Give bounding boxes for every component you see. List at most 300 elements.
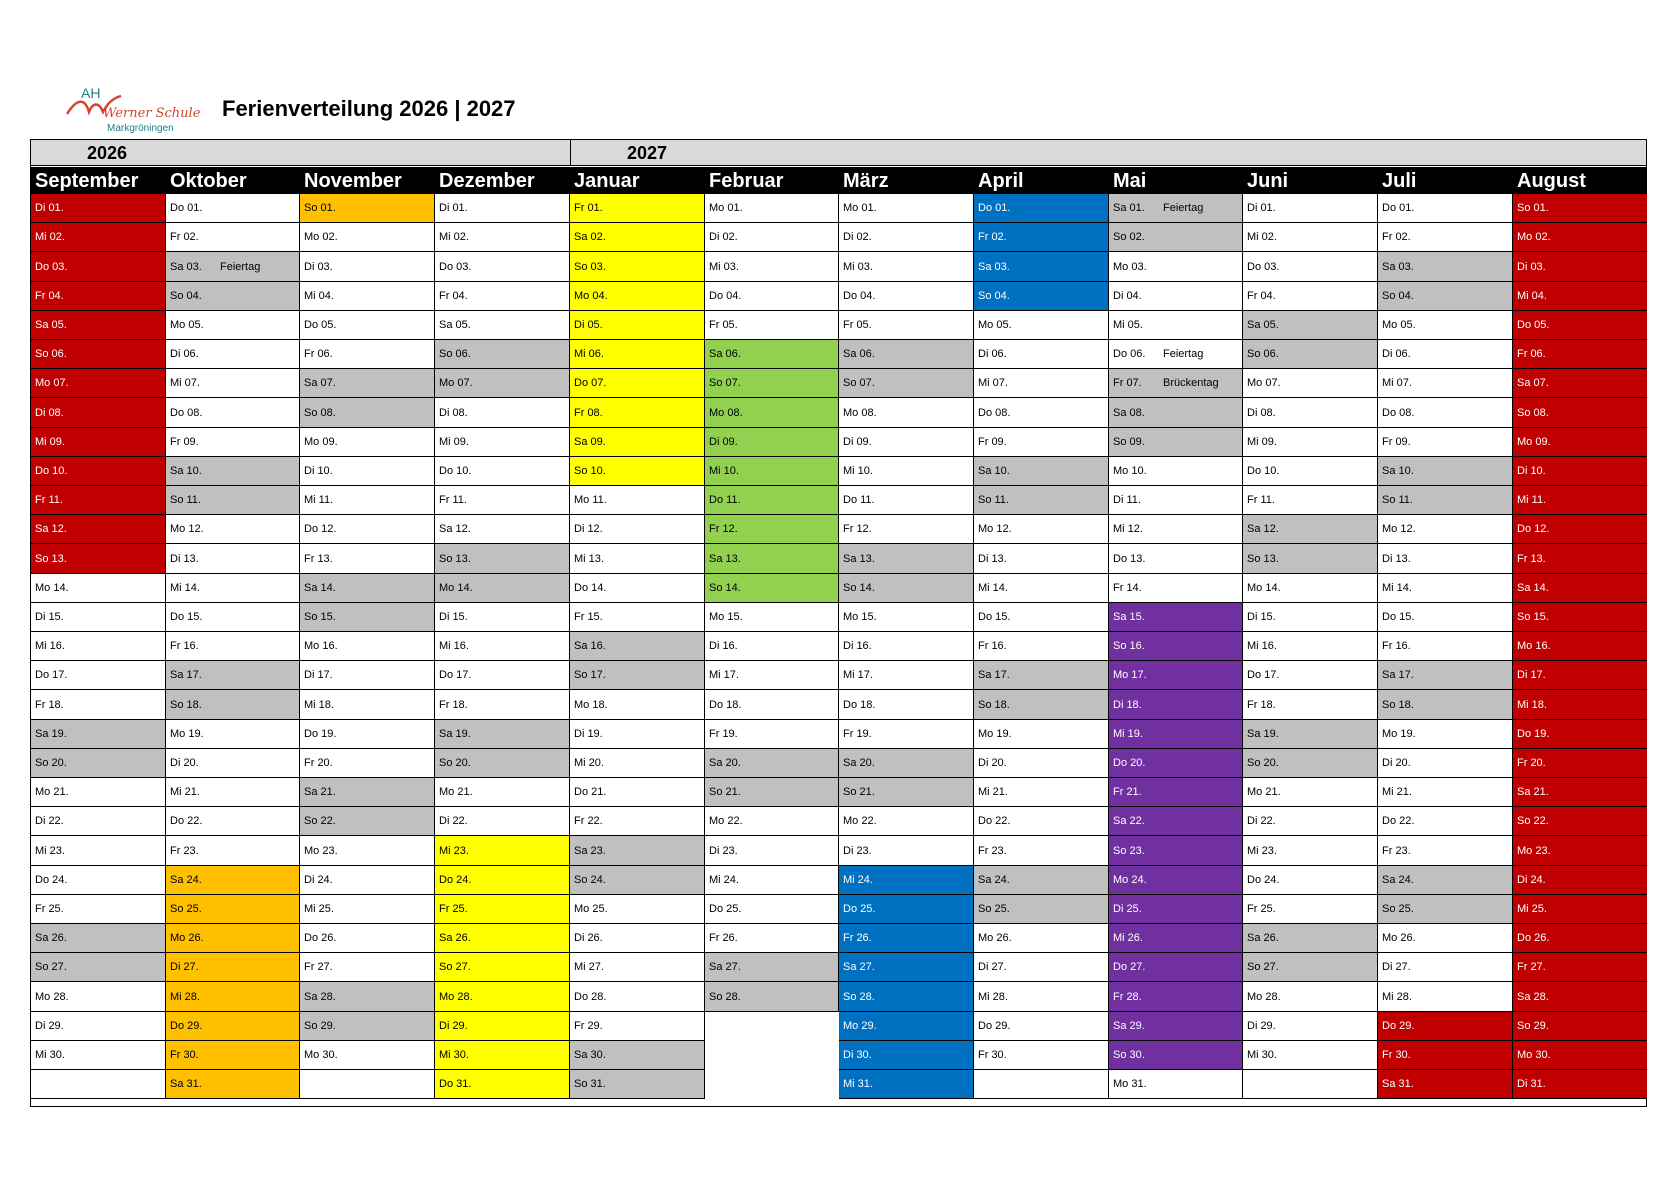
day-label: So 14.	[843, 582, 875, 594]
day-label: Mi 14.	[978, 582, 1008, 594]
day-label: Fr 27.	[304, 961, 333, 973]
day-cell	[300, 866, 435, 895]
day-label: So 31.	[574, 1078, 606, 1090]
day-label: Di 01.	[1247, 202, 1276, 214]
day-label: Di 01.	[35, 202, 64, 214]
day-cell	[166, 1012, 300, 1041]
day-cell	[570, 282, 705, 311]
day-cell	[1513, 574, 1647, 603]
day-label: Mo 28.	[35, 991, 69, 1003]
day-cell	[839, 982, 974, 1012]
day-cell	[1243, 924, 1378, 953]
day-label: Di 24.	[304, 874, 333, 886]
day-cell	[570, 866, 705, 895]
day-label: Do 17.	[1247, 669, 1280, 681]
day-cell	[570, 661, 705, 690]
day-label: Fr 02.	[1382, 231, 1411, 243]
day-cell	[974, 574, 1109, 603]
year-text: 2027	[627, 143, 668, 163]
day-label: Di 18.	[1113, 699, 1142, 711]
day-label: Mi 23.	[35, 845, 65, 857]
day-label: Di 17.	[1517, 669, 1546, 681]
day-label: Di 29.	[1247, 1020, 1276, 1032]
day-label: So 27.	[439, 961, 471, 973]
day-cell	[705, 369, 839, 398]
day-cell	[705, 252, 839, 282]
day-label: Do 05.	[1517, 319, 1550, 331]
day-label: Mo 15.	[709, 611, 743, 623]
day-label: Mi 09.	[35, 436, 65, 448]
year-label-2026	[31, 140, 571, 166]
day-label: Fr 14.	[1113, 582, 1142, 594]
day-cell	[31, 252, 166, 282]
day-cell	[1109, 457, 1243, 486]
day-label: Mi 30.	[1247, 1049, 1277, 1061]
day-label: Mo 21.	[1247, 786, 1281, 798]
day-cell	[1513, 398, 1647, 428]
day-cell	[705, 720, 839, 749]
day-cell	[1513, 690, 1647, 720]
day-label: Mo 14.	[1247, 582, 1281, 594]
day-label: Sa 26.	[439, 932, 471, 944]
day-label: Sa 13.	[843, 553, 875, 565]
school-logo	[63, 84, 203, 136]
day-cell	[300, 720, 435, 749]
day-cell	[705, 282, 839, 311]
day-cell	[31, 690, 166, 720]
day-label: Mo 07.	[35, 377, 69, 389]
day-label: Sa 27.	[843, 961, 875, 973]
day-label: Fr 23.	[170, 845, 199, 857]
day-label: Di 06.	[978, 348, 1007, 360]
day-label: Fr 04.	[35, 290, 64, 302]
day-cell	[166, 457, 300, 486]
day-cell	[166, 632, 300, 661]
day-cell	[31, 836, 166, 866]
day-label: Mo 24.	[1113, 874, 1147, 886]
day-cell	[166, 1070, 300, 1099]
day-cell	[570, 428, 705, 457]
day-label: Sa 17.	[170, 669, 202, 681]
day-cell	[1378, 282, 1513, 311]
day-label: Mo 05.	[978, 319, 1012, 331]
day-cell	[1378, 895, 1513, 924]
day-cell	[31, 282, 166, 311]
day-label: Sa 23.	[574, 845, 606, 857]
day-label: Mo 01.	[709, 202, 743, 214]
day-label: Mi 11.	[1517, 494, 1547, 506]
day-cell	[570, 632, 705, 661]
day-label: Do 12.	[1517, 523, 1550, 535]
day-label: Sa 26.	[1247, 932, 1279, 944]
day-cell	[839, 398, 974, 428]
day-cell	[1513, 866, 1647, 895]
day-cell	[31, 632, 166, 661]
day-cell	[300, 836, 435, 866]
day-cell	[1513, 340, 1647, 369]
day-label: Sa 19.	[35, 728, 67, 740]
day-label: Di 08.	[1247, 407, 1276, 419]
day-cell	[435, 311, 570, 340]
day-cell	[839, 515, 974, 544]
day-label: Mi 26.	[1113, 932, 1143, 944]
day-label: Do 10.	[1247, 465, 1280, 477]
day-label: Mo 08.	[709, 407, 743, 419]
day-cell	[1378, 311, 1513, 340]
day-label: Fr 16.	[978, 640, 1007, 652]
day-cell	[166, 515, 300, 544]
day-cell	[1243, 807, 1378, 836]
day-label: Mi 18.	[304, 699, 334, 711]
day-label: Fr 26.	[709, 932, 738, 944]
day-label: So 04.	[1382, 290, 1414, 302]
day-label: Do 13.	[1113, 553, 1146, 565]
day-cell	[1378, 632, 1513, 661]
day-cell	[705, 895, 839, 924]
day-label: Di 10.	[304, 465, 333, 477]
day-cell	[1243, 457, 1378, 486]
day-label: Sa 30.	[574, 1049, 606, 1061]
day-label: Fr 27.	[1517, 961, 1546, 973]
day-label: Mo 23.	[304, 845, 338, 857]
day-label: So 11.	[170, 494, 201, 506]
day-label: Mo 23.	[1517, 845, 1551, 857]
day-cell	[1243, 778, 1378, 807]
day-cell	[1243, 690, 1378, 720]
day-label: Do 26.	[304, 932, 337, 944]
day-label: Mi 23.	[1247, 845, 1277, 857]
day-label: Di 06.	[170, 348, 199, 360]
day-cell	[570, 1012, 705, 1041]
day-cell	[1378, 836, 1513, 866]
day-cell	[839, 194, 974, 223]
day-label: Mo 08.	[843, 407, 877, 419]
day-cell	[570, 807, 705, 836]
day-label: Mo 12.	[978, 523, 1012, 535]
day-cell	[839, 807, 974, 836]
day-label: Mi 30.	[35, 1049, 65, 1061]
month-header: Juli	[1382, 170, 1417, 192]
day-label: Mo 11.	[574, 494, 607, 506]
day-label: Sa 28.	[1517, 991, 1549, 1003]
day-label: So 13.	[439, 553, 471, 565]
day-cell	[1378, 982, 1513, 1012]
day-cell	[166, 720, 300, 749]
day-label: Sa 19.	[1247, 728, 1279, 740]
day-cell	[166, 953, 300, 982]
month-header: November	[304, 170, 402, 192]
day-label: Di 17.	[304, 669, 333, 681]
day-cell	[31, 194, 166, 223]
day-label: Di 09.	[709, 436, 738, 448]
day-label: Di 27.	[978, 961, 1007, 973]
day-cell	[31, 340, 166, 369]
day-cell	[705, 515, 839, 544]
day-label: So 03.	[574, 261, 606, 273]
month-header: Oktober	[170, 170, 247, 192]
year-text: 2026	[87, 143, 128, 163]
day-note: Feiertag	[1163, 202, 1204, 214]
day-label: Mo 28.	[439, 991, 473, 1003]
day-cell	[300, 223, 435, 252]
day-cell	[435, 749, 570, 778]
day-label: Mo 31.	[1113, 1078, 1147, 1090]
day-cell	[31, 574, 166, 603]
day-cell	[1109, 486, 1243, 515]
day-cell	[300, 1012, 435, 1041]
day-label: Fr 16.	[1382, 640, 1411, 652]
day-cell	[570, 311, 705, 340]
day-label: Fr 08.	[574, 407, 603, 419]
day-cell	[1109, 574, 1243, 603]
day-label: Sa 29.	[1113, 1020, 1145, 1032]
day-cell	[300, 340, 435, 369]
day-label: Sa 10.	[1382, 465, 1414, 477]
day-label: So 22.	[1517, 815, 1549, 827]
day-cell	[1243, 836, 1378, 866]
day-cell	[435, 895, 570, 924]
day-cell	[1109, 720, 1243, 749]
day-label: So 20.	[35, 757, 67, 769]
day-cell	[1109, 866, 1243, 895]
day-label: Mo 03.	[1113, 261, 1147, 273]
day-cell	[166, 749, 300, 778]
day-label: Fr 02.	[170, 231, 199, 243]
day-cell	[166, 866, 300, 895]
day-cell	[570, 603, 705, 632]
day-cell	[166, 340, 300, 369]
day-label: Fr 01.	[574, 202, 603, 214]
day-label: Do 15.	[170, 611, 203, 623]
day-cell	[705, 953, 839, 982]
day-label: Sa 07.	[1517, 377, 1549, 389]
day-cell	[1243, 369, 1378, 398]
day-label: Do 11.	[843, 494, 875, 506]
day-cell	[31, 778, 166, 807]
day-label: Di 22.	[439, 815, 468, 827]
day-label: Sa 17.	[978, 669, 1010, 681]
day-label: Sa 05.	[1247, 319, 1279, 331]
day-label: Mo 09.	[1517, 436, 1551, 448]
day-cell	[974, 953, 1109, 982]
month-header: Februar	[709, 170, 784, 192]
day-label: Mo 21.	[35, 786, 69, 798]
day-cell	[974, 690, 1109, 720]
day-label: Fr 26.	[843, 932, 872, 944]
day-label: Sa 10.	[170, 465, 202, 477]
day-cell	[1109, 544, 1243, 574]
day-label: So 02.	[1113, 231, 1145, 243]
day-label: Mi 21.	[1382, 786, 1412, 798]
day-label: So 07.	[709, 377, 741, 389]
day-cell	[300, 194, 435, 223]
day-cell	[705, 428, 839, 457]
year-label-2027	[571, 140, 1646, 166]
day-label: Sa 05.	[35, 319, 67, 331]
day-label: Do 01.	[978, 202, 1011, 214]
day-label: So 06.	[35, 348, 67, 360]
day-cell	[705, 544, 839, 574]
day-label: Sa 03.	[978, 261, 1010, 273]
day-cell	[31, 457, 166, 486]
day-cell	[1513, 1012, 1647, 1041]
day-label: So 01.	[304, 202, 336, 214]
day-label: Di 11.	[1113, 494, 1141, 506]
day-cell	[705, 223, 839, 252]
day-cell	[974, 486, 1109, 515]
day-label: Do 04.	[709, 290, 742, 302]
day-label: So 14.	[709, 582, 741, 594]
day-label: Fr 09.	[1382, 436, 1411, 448]
day-label: Sa 12.	[1247, 523, 1279, 535]
day-cell	[166, 1041, 300, 1070]
day-label: Do 25.	[709, 903, 742, 915]
day-label: Fr 07.	[1113, 377, 1142, 389]
day-cell	[839, 778, 974, 807]
day-label: Mo 01.	[843, 202, 877, 214]
day-label: Do 24.	[1247, 874, 1280, 886]
holiday-calendar	[30, 139, 1647, 1107]
day-label: Mi 12.	[1113, 523, 1143, 535]
day-cell	[300, 632, 435, 661]
day-cell	[705, 690, 839, 720]
day-label: Mi 13.	[574, 553, 604, 565]
day-cell	[1109, 194, 1243, 223]
day-label: Di 02.	[843, 231, 872, 243]
day-label: Do 07.	[574, 377, 607, 389]
day-cell	[300, 895, 435, 924]
day-label: So 17.	[574, 669, 606, 681]
day-cell	[974, 282, 1109, 311]
day-cell	[1378, 194, 1513, 223]
day-cell	[1513, 895, 1647, 924]
day-cell	[839, 1041, 974, 1070]
day-label: Di 13.	[170, 553, 199, 565]
day-cell	[435, 457, 570, 486]
day-cell	[1109, 340, 1243, 369]
day-cell	[974, 194, 1109, 223]
day-cell	[1243, 340, 1378, 369]
day-label: Do 11.	[709, 494, 741, 506]
day-cell	[570, 457, 705, 486]
day-label: Sa 22.	[1113, 815, 1145, 827]
day-label: So 27.	[1247, 961, 1279, 973]
day-label: Di 15.	[439, 611, 468, 623]
day-label: So 10.	[574, 465, 606, 477]
day-label: Mo 26.	[170, 932, 204, 944]
day-label: Di 10.	[1517, 465, 1546, 477]
day-label: Fr 20.	[304, 757, 333, 769]
day-label: Fr 30.	[1382, 1049, 1411, 1061]
day-label: Fr 18.	[439, 699, 468, 711]
day-label: Mo 28.	[1247, 991, 1281, 1003]
day-cell	[705, 924, 839, 953]
day-label: Mo 26.	[1382, 932, 1416, 944]
day-cell	[839, 749, 974, 778]
day-label: Mo 05.	[170, 319, 204, 331]
page-title: Ferienverteilung 2026 | 2027	[222, 96, 516, 121]
day-note: Feiertag	[1163, 348, 1204, 360]
day-cell	[1109, 1012, 1243, 1041]
day-cell	[570, 749, 705, 778]
day-cell	[570, 398, 705, 428]
day-cell	[1513, 252, 1647, 282]
day-cell	[31, 311, 166, 340]
day-label: Di 25.	[1113, 903, 1142, 915]
day-label: So 24.	[574, 874, 606, 886]
day-label: So 28.	[709, 991, 741, 1003]
day-label: Do 24.	[35, 874, 68, 886]
day-label: So 13.	[35, 553, 67, 565]
day-label: Mo 04.	[574, 290, 608, 302]
day-label: Mo 26.	[978, 932, 1012, 944]
day-label: Mi 14.	[1382, 582, 1412, 594]
day-label: Sa 24.	[170, 874, 202, 886]
day-label: Sa 20.	[843, 757, 875, 769]
day-label: Do 08.	[170, 407, 203, 419]
day-label: Di 31.	[1517, 1078, 1546, 1090]
day-cell	[974, 836, 1109, 866]
day-cell	[1243, 953, 1378, 982]
day-cell	[31, 661, 166, 690]
day-label: Mi 06.	[574, 348, 604, 360]
day-label: Mi 04.	[1517, 290, 1547, 302]
day-cell	[974, 603, 1109, 632]
day-label: Di 27.	[170, 961, 199, 973]
day-label: Di 23.	[843, 845, 872, 857]
day-cell	[1378, 953, 1513, 982]
day-label: Fr 23.	[978, 845, 1007, 857]
day-label: Fr 21.	[1113, 786, 1142, 798]
day-cell	[31, 223, 166, 252]
day-cell	[166, 924, 300, 953]
day-cell	[31, 398, 166, 428]
day-cell	[705, 661, 839, 690]
day-label: Mi 02.	[1247, 231, 1277, 243]
day-label: Sa 21.	[1517, 786, 1549, 798]
day-cell	[1513, 486, 1647, 515]
day-cell	[1513, 194, 1647, 223]
day-cell	[839, 486, 974, 515]
day-cell	[1243, 1012, 1378, 1041]
day-cell	[435, 690, 570, 720]
day-cell	[435, 398, 570, 428]
day-cell	[1243, 194, 1378, 223]
day-label: Mi 07.	[978, 377, 1008, 389]
day-cell	[1513, 924, 1647, 953]
day-cell	[1109, 749, 1243, 778]
day-cell	[166, 223, 300, 252]
day-cell	[1513, 749, 1647, 778]
day-label: Di 19.	[574, 728, 603, 740]
day-cell	[435, 953, 570, 982]
day-cell	[1243, 311, 1378, 340]
day-cell	[300, 953, 435, 982]
day-cell	[1378, 223, 1513, 252]
day-label: Sa 31.	[1382, 1078, 1414, 1090]
day-cell	[1513, 515, 1647, 544]
day-label: Sa 19.	[439, 728, 471, 740]
day-label: Do 26.	[1517, 932, 1550, 944]
day-cell	[705, 749, 839, 778]
day-label: Mo 18.	[574, 699, 608, 711]
day-label: Mo 10.	[1113, 465, 1147, 477]
day-label: Di 30.	[843, 1049, 872, 1061]
month-header: Dezember	[439, 170, 535, 192]
day-cell	[1109, 1041, 1243, 1070]
day-cell	[1243, 515, 1378, 544]
day-label: Mo 07.	[439, 377, 473, 389]
